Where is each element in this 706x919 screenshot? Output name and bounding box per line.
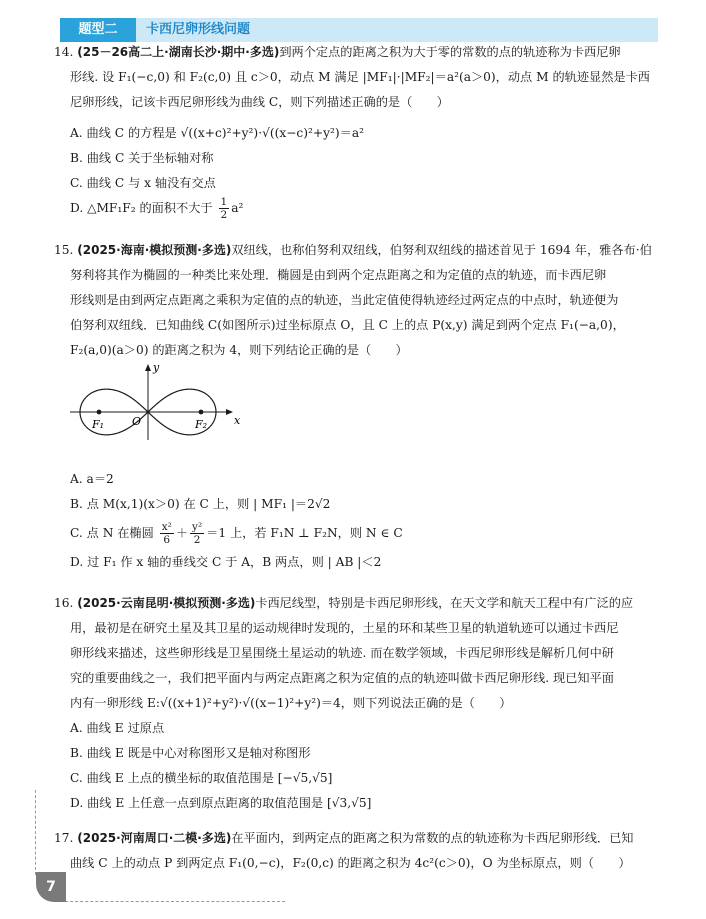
option-a: A. a＝2	[70, 472, 114, 486]
margin-dashed-line	[35, 790, 36, 875]
lemniscate-figure	[68, 362, 248, 442]
focus-f1-label: F₁	[92, 418, 105, 431]
question-text: 曲线 C 上的动点 P 到两定点 F₁(0,−c)，F₂(0,c) 的距离之积为 4c²(c＞0)，O 为坐标原点，则（ ）	[70, 856, 631, 870]
question-text: 伯努利双纽线．已知曲线 C(如图所示)过坐标原点 O，且 C 上的点 P(x,y) 满足到两个定点 F₁(−a,0)，	[70, 318, 625, 332]
origin-label: O	[132, 415, 142, 428]
question-16	[54, 591, 664, 816]
bottom-dashed-line	[60, 901, 285, 902]
option-b: B. 点 M(x,1)(x＞0) 在 C 上，则 | MF₁ |＝2√2	[70, 497, 331, 511]
option-b: B. 曲线 E 既是中心对称图形又是轴对称图形	[70, 746, 311, 760]
question-15-options	[54, 467, 664, 575]
option-d: D. 曲线 E 上任意一点到原点距离的取值范围是 [√3,√5]	[70, 796, 372, 810]
focus-f2-point	[199, 410, 204, 415]
y-axis-arrow	[145, 364, 151, 371]
section-tag: 题型二	[60, 18, 136, 42]
option-c: C. 点 N 在椭圆 $\frac{\text{x²}}{6}$ ＋ $\frac{\text{y²}}{2}$ ＝1 上，若 F₁N ⊥ F₂N，则 N ∈ C	[70, 521, 403, 546]
fraction: $\frac{\text{x²}}{6}$	[161, 521, 172, 546]
question-source-rest: 高二上·湖南长沙·期中·多选)	[128, 45, 280, 59]
question-15	[54, 238, 664, 363]
option-c: C. 曲线 E 上点的横坐标的取值范围是 [−√5,√5]	[70, 771, 333, 785]
focus-f2-label: F₂	[195, 418, 208, 431]
fraction: $\frac{1}{2}$	[220, 196, 228, 221]
fraction: $\frac{\text{y²}}{2}$	[192, 521, 203, 546]
page-number: 7	[36, 872, 66, 902]
x-axis-label: x	[234, 414, 241, 427]
question-line	[54, 591, 664, 616]
question-line	[54, 826, 664, 851]
option-c: C. 曲线 C 与 x 轴没有交点	[70, 176, 216, 190]
focus-f1-point	[97, 410, 102, 415]
question-text: 卡西尼线型，特别是卡西尼卵形线，在天文学和航天工程中有广泛的应	[255, 596, 634, 610]
question-14	[54, 40, 664, 221]
question-number: 16.	[54, 596, 74, 610]
y-axis-label: y	[153, 362, 160, 374]
question-text: 努利将其作为椭圆的一种类比来处理．椭圆是由到两个定点距离之和为定值的点的轨迹，而卡西尼卵	[70, 268, 607, 282]
section-title: 卡西尼卵形线问题	[146, 22, 251, 37]
option-a: A. 曲线 E 过原点	[70, 721, 165, 735]
option-a: A. 曲线 C 的方程是 √((x+c)²+y²)·√((x−c)²+y²)＝a²	[70, 126, 364, 140]
question-text: 双纽线，也称伯努利双纽线，伯努利双纽线的描述首见于 1694 年，雅各布·伯	[231, 243, 652, 257]
x-axis-arrow	[226, 409, 233, 415]
question-text: 到两个定点的距离之积为大于零的常数的点的轨迹称为卡西尼卵	[279, 45, 621, 59]
question-text: 形线. 设 F₁(−c,0) 和 F₂(c,0) 且 c＞0，动点 M 满足 |MF₁|·|MF₂|＝a²(a＞0)，动点 M 的轨迹显然是卡西	[70, 70, 650, 84]
question-text: 尼卵形线，记该卡西尼卵形线为曲线 C，则下列描述正确的是（ ）	[70, 95, 449, 109]
question-source: (25－26	[77, 45, 129, 59]
question-text: 卵形线来描述，这些卵形线是卫星围绕土星运动的轨迹. 而在数学领域，卡西尼卵形线是解析几何中研	[70, 646, 614, 660]
question-text: 究的重要曲线之一，我们把平面内与两定点距离之积为定值的点的轨迹叫做卡西尼卵形线. 现已知平面	[70, 671, 614, 685]
question-text: 在平面内，到两定点的距离之积为常数的点的轨迹称为卡西尼卵形线．已知	[231, 831, 634, 845]
section-header	[60, 18, 658, 42]
option-d: D. △MF₁F₂ 的面积不大于 $\frac{1}{2}$ a²	[70, 196, 244, 221]
question-source: (2025·海南·模拟预测·多选)	[77, 243, 232, 257]
question-number: 15.	[54, 243, 74, 257]
question-number: 17.	[54, 831, 74, 845]
question-line	[54, 40, 664, 65]
question-17	[54, 826, 664, 876]
option-a-formula: √((x+c)²+y²)·√((x−c)²+y²)＝a²	[180, 126, 364, 140]
question-text: F₂(a,0)(a＞0) 的距离之积为 4，则下列结论正确的是（ ）	[70, 343, 408, 357]
question-source: (2025·云南昆明·模拟预测·多选)	[77, 596, 256, 610]
question-number: 14.	[54, 45, 74, 59]
question-text: 形线则是由到两定点距离之乘积为定值的点的轨迹，当此定值使得轨迹经过两定点的中点时，轨迹便为	[70, 293, 619, 307]
option-d: D. 过 F₁ 作 x 轴的垂线交 C 于 A，B 两点，则 | AB |＜2	[70, 555, 382, 569]
question-text: 用，最初是在研究土星及其卫星的运动规律时发现的，土星的环和某些卫星的轨道轨迹可以通过卡西尼	[70, 621, 619, 635]
option-b: B. 曲线 C 关于坐标轴对称	[70, 151, 214, 165]
question-text: 内有一卵形线 E:√((x+1)²+y²)·√((x−1)²+y²)＝4，则下列说法正确的是（ ）	[70, 696, 512, 710]
question-line	[54, 238, 664, 263]
question-source: (2025·河南周口·二模·多选)	[77, 831, 232, 845]
